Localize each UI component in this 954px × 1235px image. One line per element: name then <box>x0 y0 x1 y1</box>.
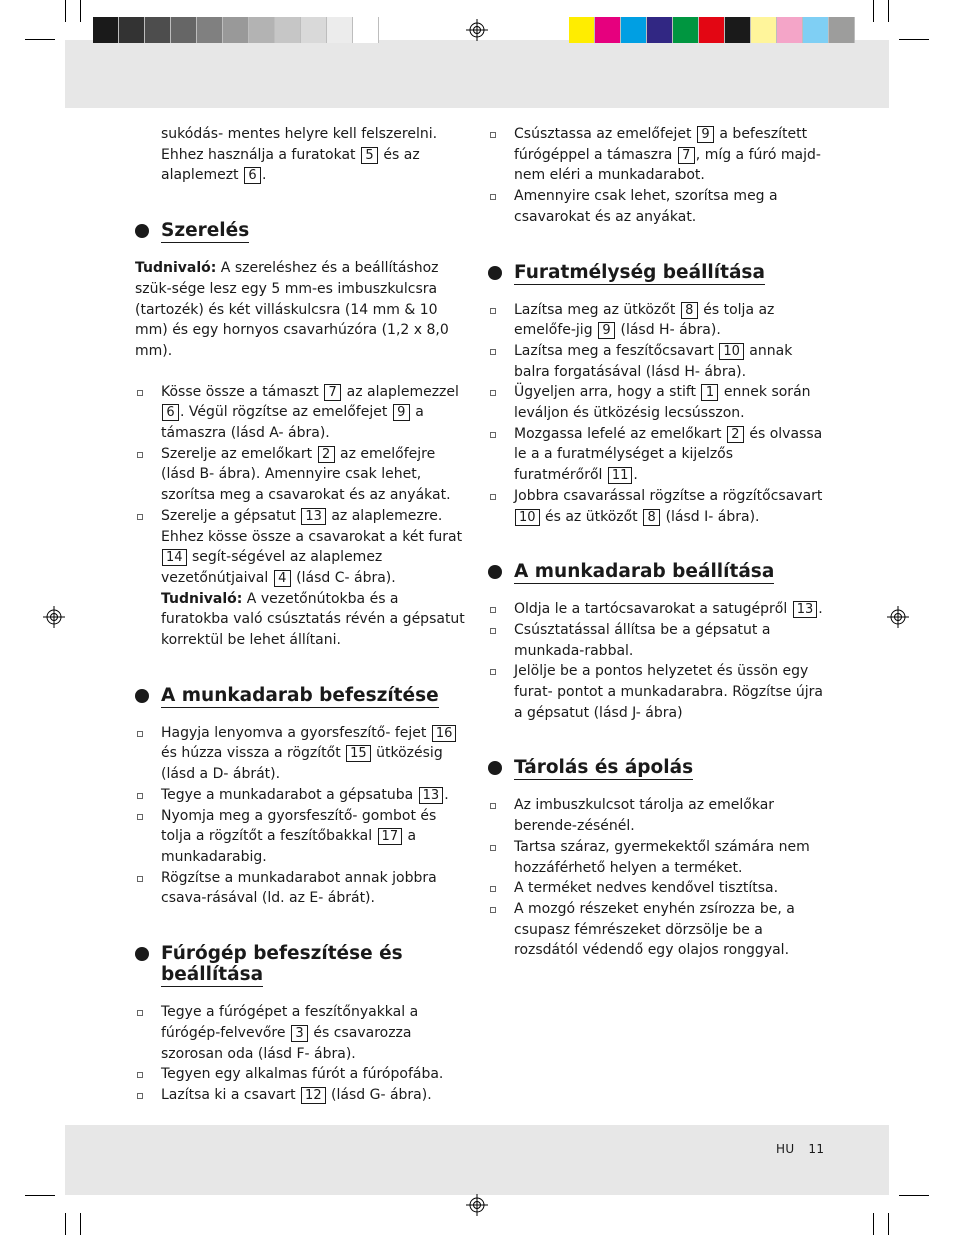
bullet-dot-icon <box>488 266 502 280</box>
bullet-dot-icon <box>135 689 149 703</box>
color-swatch <box>353 17 379 43</box>
color-swatch <box>595 17 621 43</box>
note-paragraph: Tudnivaló: A szereléshez és a beállításhoz szük-sége lesz egy 5 mm-es imbuszkulcsra (tartozék) és két villáskulcsra (14 mm & 10 mm) és egy hornyos csavarhúzóra (1,2 x 8,0 mm). <box>135 260 449 359</box>
part-number: 5 <box>361 147 378 164</box>
part-number: 11 <box>608 467 633 484</box>
intro-paragraph: sukódás- mentes helyre kell felszerelni. Ehhez használja a furatokat 5 és az alaplemezt 6 . <box>161 126 438 184</box>
crop-mark <box>873 0 874 22</box>
color-swatch <box>673 17 699 43</box>
checkbox-square-icon <box>490 194 496 200</box>
color-swatch <box>275 17 301 43</box>
color-swatch <box>327 17 353 43</box>
color-swatch <box>777 17 803 43</box>
color-swatch <box>699 17 725 43</box>
step-list <box>488 124 823 228</box>
checkbox-square-icon <box>137 452 143 458</box>
part-number: 6 <box>244 167 261 184</box>
list-item: Jelölje be a pontos helyzetet és üssön egy furat- pontot a munkadarabra. Rögzítse újra a gépsatut (lásd J- ábra) <box>488 661 823 723</box>
checkbox-square-icon <box>490 803 496 809</box>
step-list <box>488 599 823 723</box>
checkbox-square-icon <box>490 886 496 892</box>
part-number: 14 <box>162 549 187 566</box>
list-item: Jobbra csavarással rögzítse a rögzítőcsavart 10 és az ütközőt 8 (lásd I- ábra). <box>488 486 823 527</box>
crop-mark <box>80 1213 81 1235</box>
part-number: 7 <box>324 384 341 401</box>
list-item: Tegye a munkadarabot a gépsatuba 13 . <box>135 785 465 806</box>
list-item: Tegye a fúrógépet a feszítőnyakkal a fúrógép-felvevőre 3 és csavarozza szorosan oda (lásd F- ábra). <box>135 1002 465 1064</box>
part-number: 2 <box>318 446 335 463</box>
list-item: Lazítsa meg az ütközőt 8 és tolja az emelőfe-jig 9 (lásd H- ábra). <box>488 300 823 341</box>
checkbox-square-icon <box>490 494 496 500</box>
checkbox-square-icon <box>490 390 496 396</box>
color-swatch <box>751 17 777 43</box>
part-number: 4 <box>274 570 291 587</box>
part-number: 2 <box>727 426 744 443</box>
section-heading-szereles: Szerelés <box>135 220 465 243</box>
step-list <box>135 1002 465 1106</box>
list-item: Lazítsa meg a feszítőcsavart 10 annak balra forgatásával (lásd H- ábra). <box>488 341 823 382</box>
section-heading-tarolas: Tárolás és ápolás <box>488 757 823 780</box>
section-heading-munkadarab-beallitasa: A munkadarab beállítása <box>488 561 823 584</box>
color-swatch <box>197 17 223 43</box>
section-heading-furogep: Fúrógép befeszítése és beállítása <box>135 943 465 987</box>
list-item: Lazítsa ki a csavart 12 (lásd G- ábra). <box>135 1085 465 1106</box>
checkbox-square-icon <box>137 814 143 820</box>
step-list <box>488 300 823 528</box>
part-number: 1 <box>701 384 718 401</box>
bullet-dot-icon <box>488 565 502 579</box>
step-list <box>135 382 465 651</box>
color-swatch <box>223 17 249 43</box>
checkbox-square-icon <box>137 876 143 882</box>
list-item: Hagyja lenyomva a gyorsfeszítő- fejet 16 és húzza vissza a rögzítőt 15 ütközésig (lásd a D- ábrát). <box>135 723 465 785</box>
part-number: 8 <box>681 302 698 319</box>
checkbox-square-icon <box>490 132 496 138</box>
list-item: Csúsztatással állítsa be a gépsatut a munkada-rabbal. <box>488 620 823 661</box>
crop-mark <box>65 1213 66 1235</box>
list-item: Szerelje az emelőkart 2 az emelőfejre (lásd B- ábra). Amennyire csak lehet, szorítsa meg a csavarokat és az anyákat. <box>135 444 465 506</box>
language-code: HU <box>776 1142 795 1156</box>
page-footer <box>776 1139 824 1160</box>
color-swatch <box>569 17 595 43</box>
grayscale-calibration-bar <box>93 17 379 43</box>
list-item: A mozgó részeket enyhén zsírozza be, a csupasz fémrészeket dörzsölje be a rozsdától védendő egy olajos ronggyal. <box>488 899 823 961</box>
step-list <box>488 795 823 961</box>
left-column <box>135 124 465 1106</box>
crop-mark <box>899 39 929 40</box>
bullet-dot-icon <box>135 947 149 961</box>
bullet-dot-icon <box>488 761 502 775</box>
crop-mark <box>80 0 81 22</box>
color-swatch <box>93 17 119 43</box>
part-number: 10 <box>515 509 540 526</box>
part-number: 15 <box>346 745 371 762</box>
list-item: Ügyeljen arra, hogy a stift 1 ennek során leváljon és ütközésig lecsússzon. <box>488 382 823 423</box>
color-calibration-bar <box>569 17 855 43</box>
part-number: 6 <box>162 404 179 421</box>
list-item: Mozgassa lefelé az emelőkart 2 és olvassa le a a furatmélységet a kijelzős furatmérőről 11 . <box>488 424 823 486</box>
checkbox-square-icon <box>490 432 496 438</box>
list-item: Szerelje a gépsatut 13 az alaplemezre. Ehhez kösse össze a csavarokat a két furat 14 segít-ségével az alaplemez vezetőnútjaival 4 (lásd C- ábra). Tudnivaló: A vezetőnútokba és a furatokba való csúsztatás révén a gépsatut korrektül be lehet állítani. <box>135 506 465 651</box>
bullet-dot-icon <box>135 224 149 238</box>
checkbox-square-icon <box>137 731 143 737</box>
color-swatch <box>171 17 197 43</box>
part-number: 10 <box>719 343 744 360</box>
color-swatch <box>725 17 751 43</box>
checkbox-square-icon <box>490 845 496 851</box>
checkbox-square-icon <box>137 1093 143 1099</box>
part-number: 8 <box>643 509 660 526</box>
list-item: Oldja le a tartócsavarokat a satugépről 13 . <box>488 599 823 620</box>
checkbox-square-icon <box>490 349 496 355</box>
section-heading-befeszites: A munkadarab befeszítése <box>135 685 465 708</box>
checkbox-square-icon <box>137 514 143 520</box>
crop-mark <box>888 1213 889 1235</box>
crop-mark <box>65 0 66 22</box>
list-item: Az imbuszkulcsot tárolja az emelőkar berende-zésénél. <box>488 795 823 836</box>
part-number: 7 <box>678 147 695 164</box>
crop-mark <box>888 0 889 22</box>
checkbox-square-icon <box>137 793 143 799</box>
color-swatch <box>249 17 275 43</box>
list-item: Tartsa száraz, gyermekektől számára nem hozzáférhető helyen a terméket. <box>488 837 823 878</box>
part-number: 17 <box>378 828 403 845</box>
footer-band <box>65 1125 889 1195</box>
part-number: 9 <box>393 404 410 421</box>
list-item: Rögzítse a munkadarabot annak jobbra csava-rásával (ld. az E- ábrát). <box>135 868 465 909</box>
part-number: 9 <box>598 322 615 339</box>
crop-mark <box>25 39 55 40</box>
right-column <box>488 124 823 961</box>
color-swatch <box>621 17 647 43</box>
checkbox-square-icon <box>137 1010 143 1016</box>
part-number: 9 <box>697 126 714 143</box>
checkbox-square-icon <box>490 308 496 314</box>
part-number: 3 <box>291 1025 308 1042</box>
checkbox-square-icon <box>137 390 143 396</box>
crop-mark <box>873 1213 874 1235</box>
registration-mark-icon <box>466 1194 488 1216</box>
section-heading-furatmelyseg: Furatmélység beállítása <box>488 262 823 285</box>
list-item: A terméket nedves kendővel tisztítsa. <box>488 878 823 899</box>
list-item: Nyomja meg a gyorsfeszítő- gombot és tolja a rögzítőt a feszítőbakkal 17 a munkadarabig. <box>135 806 465 868</box>
registration-mark-icon <box>43 606 65 628</box>
color-swatch <box>301 17 327 43</box>
list-item: Amennyire csak lehet, szorítsa meg a csavarokat és az anyákat. <box>488 186 823 227</box>
header-band <box>65 40 889 108</box>
checkbox-square-icon <box>490 628 496 634</box>
crop-mark <box>25 1195 55 1196</box>
checkbox-square-icon <box>490 607 496 613</box>
registration-mark-icon <box>466 19 488 41</box>
registration-mark-icon <box>887 606 909 628</box>
checkbox-square-icon <box>137 1072 143 1078</box>
color-swatch <box>647 17 673 43</box>
checkbox-square-icon <box>490 907 496 913</box>
part-number: 13 <box>793 601 818 618</box>
part-number: 13 <box>419 787 444 804</box>
list-item: Csúsztassa az emelőfejet 9 a befeszített fúrógéppel a támaszra 7 , míg a fúró majd-nem eléri a munkadarabot. <box>488 124 823 186</box>
color-swatch <box>119 17 145 43</box>
list-item: Tegyen egy alkalmas fúrót a fúrópofába. <box>135 1064 465 1085</box>
checkbox-square-icon <box>490 669 496 675</box>
note-paragraph: Tudnivaló: A vezetőnútokba és a furatokba való csúsztatás révén a gépsatut korrektül be lehet állítani. <box>161 590 465 649</box>
color-swatch <box>803 17 829 43</box>
color-swatch <box>145 17 171 43</box>
step-list <box>135 723 465 909</box>
crop-mark <box>899 1195 929 1196</box>
part-number: 16 <box>432 725 457 742</box>
color-swatch <box>829 17 855 43</box>
list-item: Kösse össze a támaszt 7 az alaplemezzel 6 . Végül rögzítse az emelőfejet 9 a támaszra (lásd A- ábra). <box>135 382 465 444</box>
part-number: 13 <box>301 508 326 525</box>
part-number: 12 <box>301 1087 326 1104</box>
page-number: 11 <box>808 1142 825 1156</box>
